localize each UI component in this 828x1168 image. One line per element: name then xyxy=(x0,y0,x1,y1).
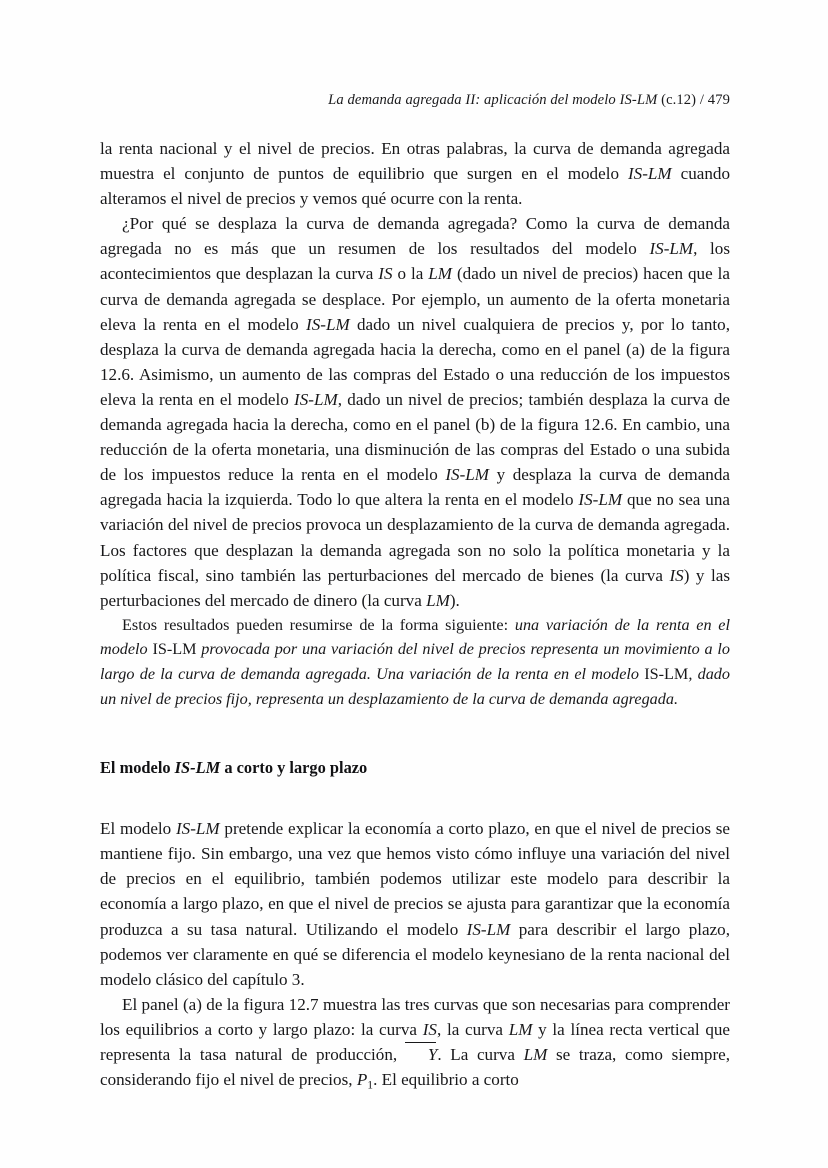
italic-term: LM xyxy=(523,1045,548,1064)
italic-term: IS-LM xyxy=(627,164,672,184)
italic-term: LM xyxy=(508,1019,533,1039)
italic-term: IS-LM xyxy=(306,314,350,334)
page-content-column xyxy=(100,0,730,1097)
natural-output-symbol: Y xyxy=(406,1042,438,1067)
body-text-run: que no sea una variación del nivel de precios provoca un desplazamiento de la curva de demanda agregada. Los factores que desplazan la demanda agregada son no solo la política monetaria y la política fiscal, sino también las perturbaciones del mercado de bienes (la curva xyxy=(100,490,730,585)
body-text-run: y la línea recta vertical que representa la tasa natural de producción, xyxy=(100,1019,730,1064)
heading-italic-term: IS-LM xyxy=(174,758,221,778)
italic-term: IS-LM xyxy=(294,389,338,409)
body-text-run: dado un nivel cualquiera de precios y, por lo tanto, desplaza la curva de demanda agregada hacia la derecha, como en el panel (a) de la figura 12.6. Asimismo, un aumento de las compras del Estado o una reducción de los impuestos eleva la renta en el modelo xyxy=(100,314,730,409)
running-head-title: La demanda agregada II: aplicación del modelo IS-LM xyxy=(328,92,658,108)
running-head-chapter-ref: (c.12) / 479 xyxy=(657,92,730,108)
body-text-run: IS-LM xyxy=(644,664,689,683)
paragraph-figure-12-7-panel-a xyxy=(100,992,730,1098)
body-text-run: se traza, como siempre, considerando fijo el nivel de precios, xyxy=(100,1045,730,1090)
heading-text: El modelo xyxy=(100,758,175,778)
body-text-run: ¿Por qué se desplaza la curva de demanda agregada? Como la curva de demanda agregada no es más que un resumen de los resultados del modelo xyxy=(100,214,730,259)
paragraph-continuation xyxy=(100,136,730,211)
spacer-after-heading xyxy=(100,779,730,816)
paragraph-islm-short-run-explanation xyxy=(100,816,730,992)
body-text-run: , dado un nivel de precios; también desplaza la curva de demanda agregada hacia la derecha, como en el panel (b) de la figura 12.6. En cambio, una reducción de la oferta monetaria, una disminución de las compras del Estado o una subida de los impuestos reduce la renta en el modelo xyxy=(100,389,730,485)
italic-term: IS xyxy=(422,1019,437,1039)
italic-term: IS-LM xyxy=(466,919,511,939)
italic-term: IS xyxy=(669,565,684,585)
body-text-run: , la curva xyxy=(436,1019,509,1039)
italic-term: , dado un nivel de precios fijo, representa un desplazamiento de la curva de demanda agregada. xyxy=(100,664,730,708)
body-text-block xyxy=(100,136,730,1097)
body-text-run: El panel (a) de la figura 12.7 muestra las tres curvas que son necesarias para comprender los equilibrios a corto y largo plazo: la curva xyxy=(100,994,730,1039)
italic-term: LM xyxy=(428,264,453,284)
italic-term: IS-LM xyxy=(578,490,623,510)
subscript-index: 1 xyxy=(367,1078,374,1092)
italic-term: una variación de la renta en el modelo xyxy=(100,615,730,659)
body-text-run: o la xyxy=(392,264,429,284)
spacer-before-heading xyxy=(100,711,730,757)
body-text-run: ). xyxy=(449,590,460,610)
italic-term: IS xyxy=(378,264,393,284)
italic-term: provocada por una variación del nivel de precios representa un movimiento a lo largo de la curva de demanda agregada. Una variación de la renta en el modelo xyxy=(100,640,730,683)
heading-text: a corto y largo plazo xyxy=(220,758,368,778)
body-text-run: y desplaza la curva de demanda agregada hacia la izquierda. Todo lo que altera la renta en el modelo xyxy=(100,465,730,510)
body-text-run: cuando alteramos el nivel de precios y vemos qué ocurre con la renta. xyxy=(100,164,730,209)
italic-term: IS-LM xyxy=(445,465,490,485)
italic-term: IS-LM xyxy=(649,239,694,259)
paragraph-shifts-of-ad-curve xyxy=(100,211,730,613)
body-text-run: IS-LM xyxy=(152,640,197,659)
body-text-run: Estos resultados pueden resumirse de la forma siguiente: xyxy=(122,615,515,634)
body-text-run: ) y las perturbaciones del mercado de dinero (la curva xyxy=(100,565,730,610)
body-text-run: la renta nacional y el nivel de precios. En otras palabras, la curva de demanda agregada muestra el conjunto de puntos de equilibrio que surgen en el modelo xyxy=(100,139,730,184)
italic-term: LM xyxy=(426,590,450,610)
body-text-run: (dado un nivel de precios) hacen que la curva de demanda agregada se desplace. Por ejemplo, un aumento de la oferta monetaria eleva la renta en el modelo xyxy=(100,264,730,334)
price-level-symbol: $P_1$ xyxy=(356,1070,374,1092)
italic-term: IS-LM xyxy=(175,819,220,839)
paragraph-summary-emphasis xyxy=(100,613,730,711)
body-text-run: para describir el largo plazo, podemos ver claramente en qué se diferencia el modelo keynesiano de la renta nacional del modelo clásico del capítulo 3. xyxy=(100,919,730,989)
body-text-run: , los acontecimientos que desplazan la curva xyxy=(100,239,731,284)
body-text-run: . El equilibrio a corto xyxy=(373,1070,519,1090)
running-head xyxy=(100,92,730,109)
body-text-run: . La curva xyxy=(437,1045,524,1064)
section-heading-islm-short-long-run xyxy=(100,757,730,779)
body-text-run: pretende explicar la economía a corto plazo, en que el nivel de precios se mantiene fijo. Sin embargo, una vez que hemos visto cómo influye una variación del nivel de precios en el equilibrio, también podemos utilizar este modelo para describir la economía a largo plazo, en que el nivel de precios se ajusta para garantizar que la economía produzca a su tasa natural. Utilizando el modelo xyxy=(100,819,730,939)
body-text-run: El modelo xyxy=(100,819,176,839)
